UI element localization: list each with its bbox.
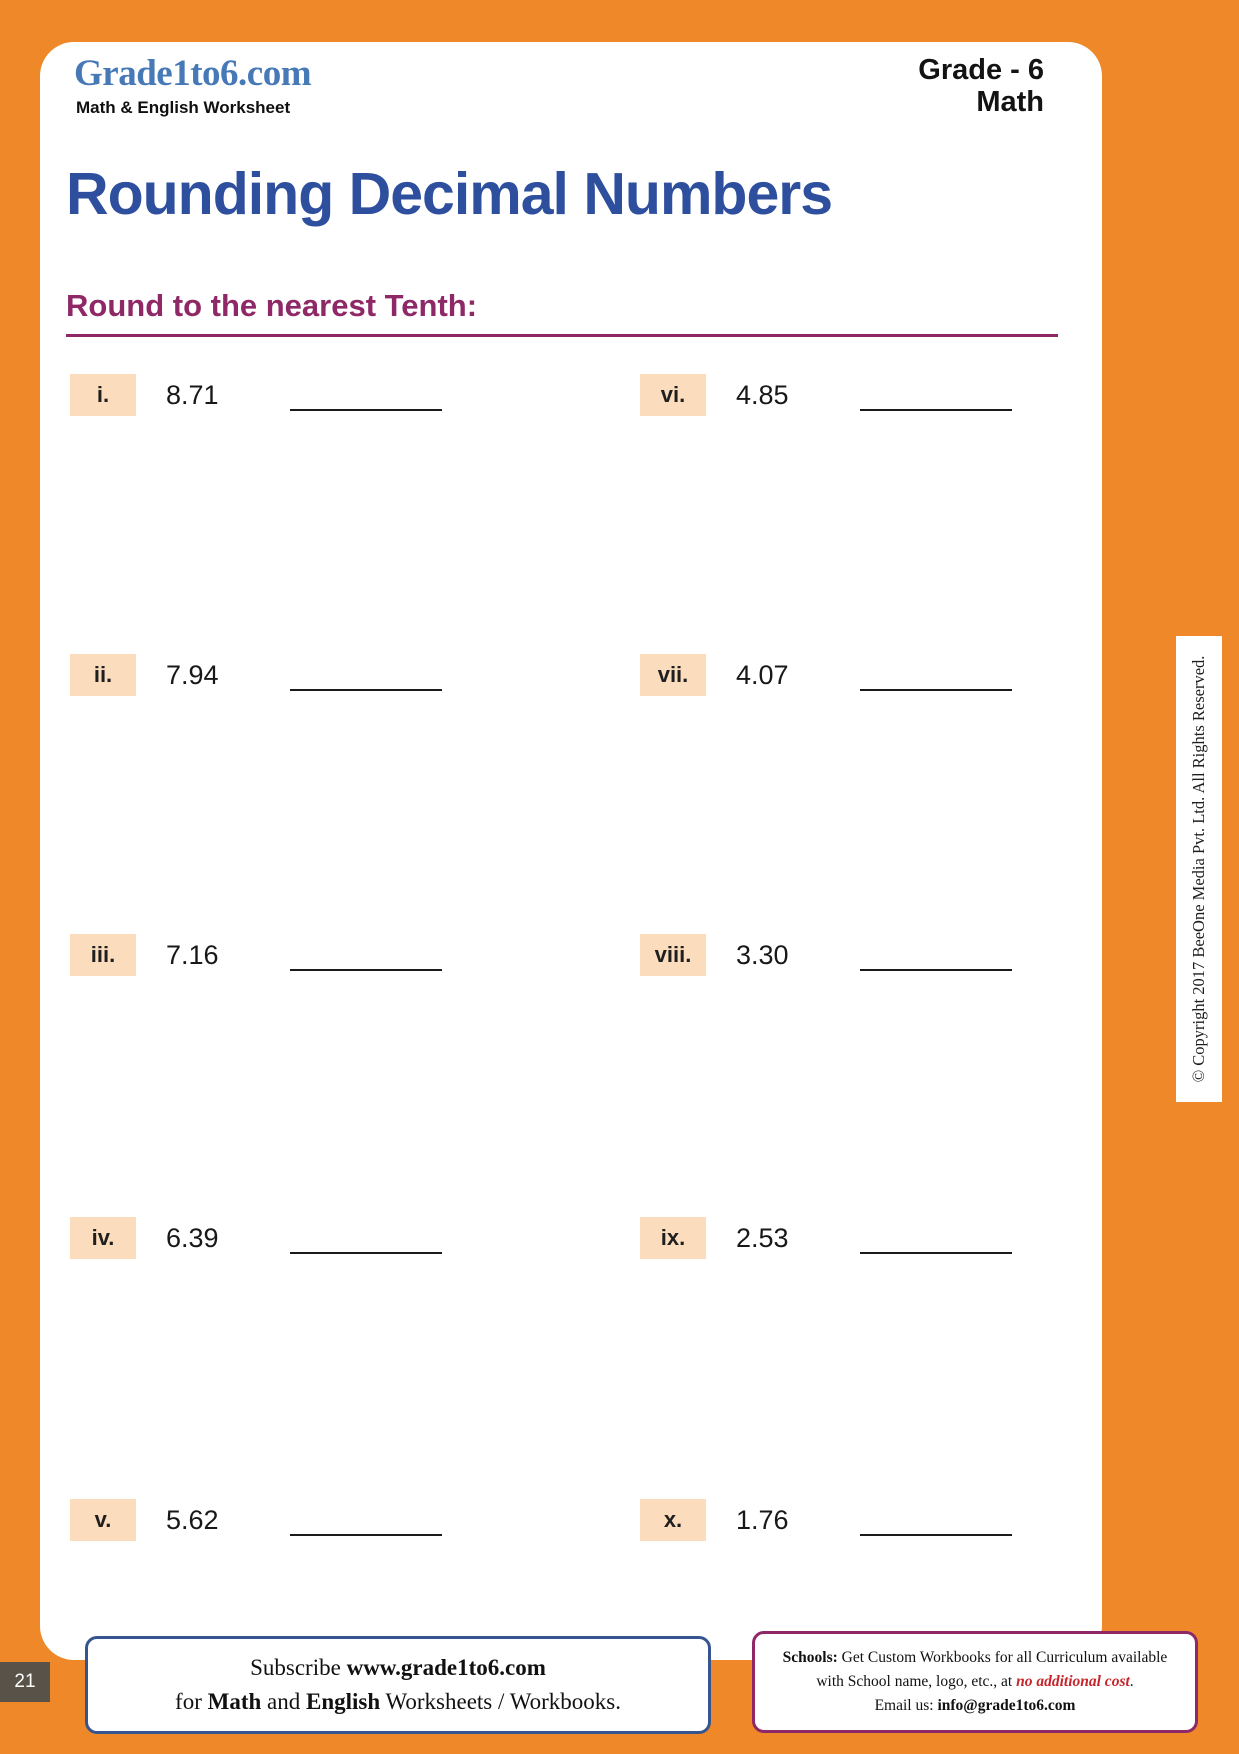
footer-subscribe-box [85,1636,711,1734]
section-heading: Round to the nearest Tenth: [66,288,478,323]
subscribe-math: Math [207,1689,262,1714]
footer-schools-box [752,1631,1198,1733]
section-rule [66,334,1058,337]
answer-line [860,969,1012,971]
problem-row [70,373,442,417]
problem-number: 8.71 [166,379,219,410]
subject-label: Math [976,86,1044,119]
schools-period: . [1129,1672,1134,1690]
schools-label: Schools: [782,1648,838,1666]
problem-number: 1.76 [736,1504,789,1535]
answer-line [860,1534,1012,1536]
answer-line [290,1534,442,1536]
problem-badge: x. [640,1499,706,1541]
schools-highlight: no additional cost [1016,1672,1130,1690]
problem-row [640,373,1012,417]
schools-line2 [816,1670,1133,1694]
schools-email: info@grade1to6.com [937,1697,1076,1714]
problem-row [640,653,1012,697]
problem-badge: ix. [640,1217,706,1259]
problem-row [70,1216,442,1260]
answer-line [290,969,442,971]
schools-line1 [783,1646,1168,1670]
answer-line [290,409,442,411]
answer-line [860,689,1012,691]
problem-badge: iv. [70,1217,136,1259]
problem-badge: i. [70,374,136,416]
schools-line3 [875,1694,1076,1718]
problem-badge: ii. [70,654,136,696]
page-number-badge: 21 [0,1662,50,1702]
problem-number: 4.85 [736,379,789,410]
subscribe-and: and [261,1689,307,1714]
problem-number: 2.53 [736,1222,789,1253]
schools-text: Get Custom Workbooks for all Curriculum available [837,1648,1168,1666]
problem-row [640,933,1012,977]
answer-line [290,1252,442,1254]
subscribe-prefix: Subscribe [250,1654,347,1680]
grade-label: Grade - 6 [918,54,1044,86]
site-tagline: Math & English Worksheet [76,98,291,117]
problem-badge: vi. [640,374,706,416]
problem-row [70,933,442,977]
problem-number: 5.62 [166,1504,219,1535]
problem-number: 7.94 [166,659,219,690]
answer-line [290,689,442,691]
subscribe-for: for [175,1689,208,1714]
problem-number: 7.16 [166,939,219,970]
answer-line [860,1252,1012,1254]
copyright-sidebar [1176,636,1222,1102]
answer-line [860,409,1012,411]
problem-row [640,1498,1012,1542]
problem-number: 6.39 [166,1222,219,1253]
problem-row [640,1216,1012,1260]
subscribe-line2 [175,1685,621,1720]
problem-badge: viii. [640,934,706,976]
subscribe-line1 [250,1651,546,1686]
subscribe-english: English [306,1689,381,1714]
copyright-text: © Copyright 2017 BeeOne Media Pvt. Ltd. All Rights Reserved. [1189,655,1208,1083]
problem-number: 4.07 [736,659,789,690]
problem-number: 3.30 [736,939,789,970]
problem-row [70,653,442,697]
schools-line2-prefix: with School name, logo, etc., at [816,1672,1017,1690]
subscribe-suffix: Worksheets / Workbooks. [380,1689,621,1714]
problem-badge: v. [70,1499,136,1541]
site-logo: Grade1to6.com [74,53,312,94]
subscribe-url: www.grade1to6.com [346,1654,546,1680]
schools-email-label: Email us: [874,1697,938,1714]
problem-badge: iii. [70,934,136,976]
problem-row [70,1498,442,1542]
worksheet-card [40,42,1102,1660]
grade-subject-block [918,54,1044,119]
problem-badge: vii. [640,654,706,696]
worksheet-title: Rounding Decimal Numbers [66,161,833,227]
